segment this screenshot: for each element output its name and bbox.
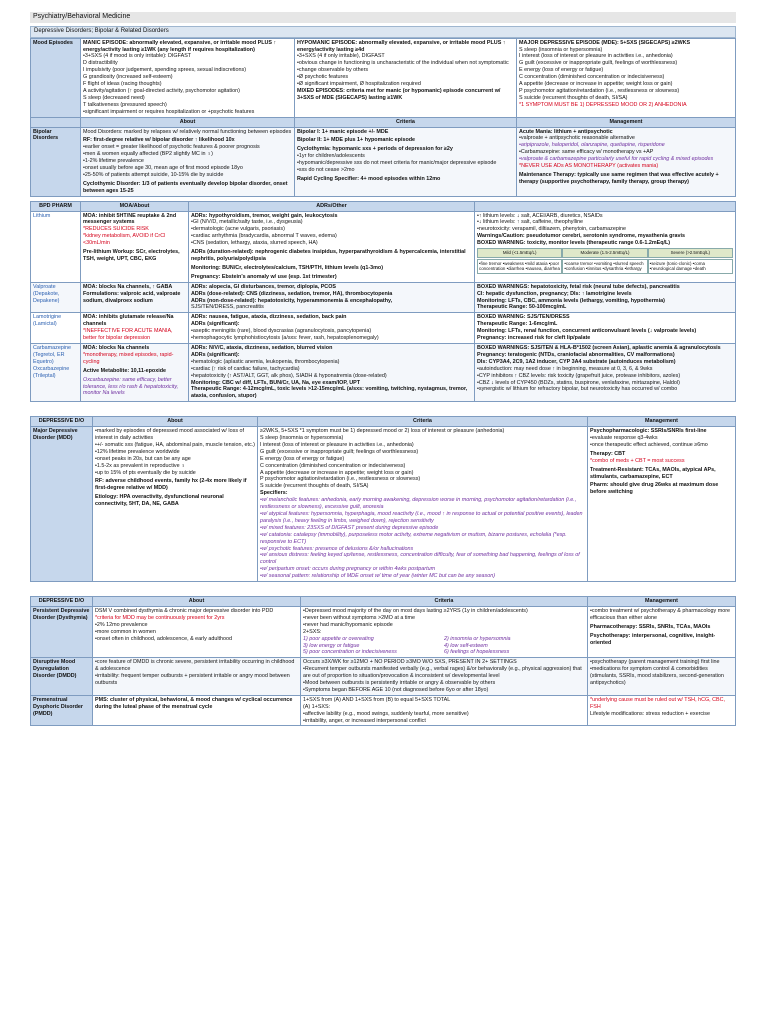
text-line: •earlier onset = greater likelihood of psychotic features & poorer prognosis bbox=[83, 144, 260, 151]
page-title: Psychiatry/Behavioral Medicine bbox=[30, 12, 736, 23]
other-header-disorder: DEPRESSIVE D/O bbox=[31, 597, 93, 607]
bipolar-criteria-cell bbox=[295, 127, 517, 196]
text-line: G guilt (excessive or inappropriate guilt; feelings of worthlessness) bbox=[260, 448, 419, 455]
pharm-row-lamotrigine bbox=[31, 313, 736, 344]
other-cell bbox=[475, 313, 736, 344]
text-line: Monitoring: CBC w/ diff, LFTs, BUN/Cr, UA, Na, eye exam/IOP, UPT bbox=[191, 379, 361, 386]
text-line: Bipolar II: 1+ MDE plus 1+ hypomanic episode bbox=[297, 137, 416, 144]
text-line: E energy (loss of energy or fatigue) bbox=[519, 67, 604, 74]
tox-sx-severe: •seizure (tonic-clonic) •coma •neurological damage •death bbox=[648, 259, 733, 274]
text-line: Cyclothymic Disorder: 1/3 of patients eventually develop bipolar disorder, onset between ages 15-25 bbox=[83, 180, 288, 194]
text-line: Lifestyle modifications: stress reduction + exercise bbox=[590, 710, 710, 717]
text-line: *INEFFECTIVE FOR ACUTE MANIA, better for bipolar depression bbox=[83, 328, 173, 342]
text-line: Pre-lithium Workup: SCr, electrolytes, TSH, weight, UPT, CBC, EKG bbox=[83, 249, 180, 262]
text-line: •synergistic w/ lithium for refractory bipolar, but neurotoxicity has occurred w/ combo bbox=[477, 386, 678, 393]
text-line: •w/ anxious distress: feeling keyed up/tense, restlessness, concentration difficulty, fear of something bad happening, feelings of loss of control bbox=[260, 552, 580, 566]
text-line: •Symptoms began BEFORE AGE 10 (not diagnosed before 6yo or after 18yo) bbox=[303, 686, 489, 693]
pharm-header-drug: BPD PHARM bbox=[31, 201, 81, 211]
text-line: Pharm: should give drug 26wks at maximum dose before switching bbox=[590, 482, 719, 496]
text-line: •autoinduction: may need dose ↑ in beginning, measure at 0, 3, 6, & 9wks bbox=[477, 365, 653, 372]
text-line: Therapeutic Range: 1-6mcg/mL bbox=[477, 321, 558, 328]
text-line: •onset often in childhood, adolescence, & early adulthood bbox=[95, 635, 233, 642]
moa-cell bbox=[81, 282, 189, 313]
adrs-cell bbox=[189, 282, 475, 313]
text-line: •CBZ ↓ levels of CYP450 (BDZs, statins, buspirone, venlafaxine, mirtazapine, Haldol) bbox=[477, 379, 680, 386]
text-line: MOA: blocks Na channels, ↑ GABA bbox=[83, 283, 173, 290]
text-line: Active Metabolite: 10,11-epoxide bbox=[83, 367, 166, 374]
row-label-mood: Mood Episodes bbox=[31, 38, 81, 117]
text-line: MOA: inhibits glutamate release/Na channels bbox=[83, 314, 174, 328]
text-line: Cyclothymia: hypomanic sxs + periods of depression for ≥2y bbox=[297, 146, 453, 153]
text-line: •valproate + antipsychotic reasonable alternative bbox=[519, 135, 635, 142]
text-line: Psychotherapy: interpersonal, cognitive, insight-oriented bbox=[590, 632, 716, 646]
text-line: MIXED EPISODES: criteria met for manic (or hypomanic) episode concurrent w/ 3+SXS of MDE (SIGECAPS) lasting ≥1WK bbox=[297, 87, 501, 101]
pdd-management-cell bbox=[588, 606, 736, 657]
drug-name bbox=[31, 313, 81, 344]
mdd-criteria-cell bbox=[258, 427, 588, 582]
row-pmdd bbox=[31, 695, 736, 726]
text-line: •1-2% lifetime prevalence bbox=[83, 158, 144, 165]
text-line: •Carbamazepine: same efficacy w/ monotherapy vs +AP bbox=[519, 149, 654, 156]
text-line: 6) feelings of hopelessness bbox=[444, 649, 510, 656]
text-line: •CNS (sedation, lethargy, ataxia, slurred speech, HA) bbox=[191, 240, 318, 247]
text-line: ADRs (significant): bbox=[191, 351, 240, 358]
text-line: Oxcarbazepine bbox=[33, 365, 70, 372]
text-line: Pregnancy: Ebstein's anomaly w/ use (esp. 1st trimester) bbox=[191, 273, 337, 280]
text-line: *1 SYMPTOM MUST BE 1) DEPRESSED MOOD OR 2) ANHEDONIA bbox=[519, 101, 687, 108]
tox-level-moderate: Moderate (1.5-2.5mEq/L) bbox=[562, 248, 647, 258]
text-line: •hemophagocytic lymphohistiocytosis (a/sxs: fever, rash, hepatosplenomegaly) bbox=[191, 335, 379, 342]
mood-episodes-table bbox=[30, 38, 736, 197]
other-cell bbox=[475, 343, 736, 401]
text-line: HYPOMANIC EPISODE: abnormally elevated, expansive, or irritable mood PLUS ↑ energy/activity lasting ≥4d bbox=[297, 39, 506, 53]
text-line: *criteria for MDD may be continuously present for 2yrs bbox=[95, 614, 225, 621]
text-line: Psychopharmacologic: SSRIs/SNRIs first-line bbox=[590, 428, 707, 435]
pharm-row-lithium bbox=[31, 211, 736, 282]
mde-cell bbox=[517, 38, 736, 117]
text-line: •medications for symptom control & comorbidities (stimulants, SSRIs, mood stabilizers, second-generation antipsychotics) bbox=[590, 666, 724, 687]
text-line: BOXED WARNINGS: SJS/TEN & HLA-B*1502 (screen Asian), aplastic anemia & agranulocytosis bbox=[477, 344, 721, 351]
text-line: •↓ lithium levels: ↑ salt, caffeine, theophylline bbox=[477, 219, 584, 226]
text-line: •obvious change in functioning is uncharacteristic of the individual when not symptomatic bbox=[297, 60, 509, 67]
text-line: S suicide (recurrent thoughts of death, SI/SA) bbox=[260, 483, 369, 490]
text-line: •men & women equally affected (BP2 slightly MC in ♀) bbox=[83, 151, 213, 158]
text-line: •irritability, anger, or increased interpersonal conflict bbox=[303, 717, 426, 724]
pdd-about-cell bbox=[93, 606, 301, 657]
text-line: P psychomotor agitation/retardation (i.e., restlessness or slowness) bbox=[519, 87, 680, 94]
text-line: ADRs: nausea, fatigue, ataxia, dizziness, sedation, back pain bbox=[191, 314, 347, 321]
text-line: Pregnancy: teratogenic (NTDs, craniofacial abnormalities, CV malformations) bbox=[477, 351, 675, 358]
text-line: SJS/TEN/DRESS, pancreatitis bbox=[191, 304, 264, 311]
text-line: BOXED WARNING: toxicity, monitor levels (therapeutic range 0.6-1.2mEq/L) bbox=[477, 240, 671, 247]
adrs-cell bbox=[189, 343, 475, 401]
study-sheet bbox=[30, 12, 736, 726]
text-line: •w/ psychotic features: presence of delusions &/or hallucinations bbox=[260, 545, 414, 552]
bipolar-about-cell bbox=[81, 127, 295, 196]
text-line: Rapid Cycling Specifier: 4+ mood episodes within 12mo bbox=[297, 175, 441, 182]
drug-name bbox=[31, 343, 81, 401]
moa-cell bbox=[81, 211, 189, 282]
section-subtitle: Depressive Disorders; Bipolar & Related Disorders bbox=[30, 26, 736, 38]
text-line: CI: hepatic dysfunction, pregnancy; DIs: ↑ lamotrigine levels bbox=[477, 290, 632, 297]
manic-episode-cell bbox=[81, 38, 295, 117]
text-line: S sleep (insomnia or hypersomnia) bbox=[260, 435, 344, 442]
text-line: Maintenance Therapy: typically use same regimen that was effective acutely + therapy (supportive psychotherapy, family therapy, group therapy) bbox=[519, 171, 719, 185]
text-line: •once therapeutic effect achieved, continue ≥6mo bbox=[590, 441, 708, 448]
text-line: 2+SXS: bbox=[303, 628, 322, 635]
text-line: •marked by episodes of depressed mood associated w/ loss of interest in daily activities bbox=[95, 428, 245, 442]
text-line: •never been without symptoms >2MO at a time bbox=[303, 614, 415, 621]
text-line: •Ø psychotic features bbox=[297, 74, 349, 81]
text-line: RF: first-degree relative w/ bipolar disorder ↑ likelihood 10x bbox=[83, 137, 235, 144]
text-line: •core feature of DMDD is chronic severe, persistent irritability occurring in childhood & adolescence bbox=[95, 659, 295, 673]
text-line: *kidney metabolism, AVOID if CrCl <30mL/min bbox=[83, 233, 166, 247]
text-line: •neurotoxicity: verapamil, diltiazem, phenytoin, carbamazepine bbox=[477, 226, 627, 233]
text-line: MOA: blocks Na channels bbox=[83, 344, 150, 351]
row-dmdd bbox=[31, 658, 736, 696]
text-line: •25-50% of patients attempt suicide, 10-15% die by suicide bbox=[83, 171, 224, 178]
mdd-management-cell bbox=[588, 427, 736, 582]
text-line: Monitoring: LFTs, CBC, ammonia levels (lethargy, vomiting, hypothermia) bbox=[477, 297, 665, 304]
text-line: T talkativeness (pressured speech) bbox=[83, 101, 167, 108]
text-line: Therapy: CBT bbox=[590, 450, 626, 457]
mdd-header-about: About bbox=[93, 417, 258, 427]
text-line: •GI (N/V/D, metallic/salty taste, i.e., dysgeusia) bbox=[191, 219, 303, 226]
text-line: ADRs (significant): bbox=[191, 321, 240, 328]
text-line: ADRs: alopecia, GI disturbances, tremor, diplopia, PCOS bbox=[191, 283, 336, 290]
text-line: PMS: cluster of physical, behavioral, & mood changes w/ cyclical occurrence during the luteal phase of the menstrual cycle bbox=[95, 696, 293, 710]
pdd-symptom-grid bbox=[303, 636, 585, 657]
other-cell bbox=[475, 211, 736, 282]
row-label-bipolar: Bipolar Disorders bbox=[31, 127, 81, 196]
text-line: 1) poor appetite or overeating bbox=[303, 635, 374, 642]
text-line: DSM V combined dysthymia & chronic major depressive disorder into PDD bbox=[95, 607, 274, 614]
text-line: •up to 15% of pts eventually die by suicide bbox=[95, 469, 196, 476]
text-line: Treatment-Resistant: TCAs, MAOIs, atypical APs, stimulants, carbamazepine, ECT bbox=[590, 466, 716, 480]
text-line: *REDUCES SUICIDE RISK bbox=[83, 226, 149, 233]
pmdd-criteria-cell bbox=[301, 695, 588, 726]
text-line: Carbamazepine bbox=[33, 344, 72, 351]
text-line: BOXED WARNINGS: hepatotoxicity, fetal risk (neural tube defects), pancreatitis bbox=[477, 283, 680, 290]
text-line: C concentration (diminished concentration or indecisiveness) bbox=[519, 74, 665, 81]
text-line: •dermatologic (acne vulgaris, psoriasis) bbox=[191, 226, 285, 233]
moa-cell bbox=[81, 343, 189, 401]
text-line: •3+SXS (4 if mood is only irritable): DIGFAST bbox=[83, 53, 192, 60]
text-line: *NEVER USE ADs AS MONOTHERAPY (activates mania) bbox=[519, 163, 659, 170]
pharm-header-other bbox=[475, 201, 736, 211]
text-line: Occurs ≥3X/WK for ≥12MO + NO PERIOD ≥3MO W/O SXS, PRESENT IN 2+ SETTINGS bbox=[303, 659, 517, 666]
drug-name bbox=[31, 282, 81, 313]
text-line: •aripiprazole, haloperidol, olanzapine, quetiapine, risperidone bbox=[519, 142, 665, 149]
text-line: A appetite (decrease or increase in appetite; weight loss or gain) bbox=[519, 81, 673, 88]
text-line: Specifiers: bbox=[260, 490, 288, 497]
moa-cell bbox=[81, 313, 189, 344]
text-line: MANIC EPISODE: abnormally elevated, expansive, or irritable mood PLUS ↑ energy/activity lasting ≥1WK (any length if requires hospitalization) bbox=[83, 39, 277, 53]
tox-level-mild: Mild (<1.5mEq/L) bbox=[477, 248, 562, 258]
text-line: Monitoring: LFTs, renal function, concurrent anticonvulsant levels (↓ valproate levels) bbox=[477, 328, 697, 335]
text-line: S sleep (decreased need) bbox=[83, 94, 145, 101]
text-line: •evaluate response q3-4wks bbox=[590, 435, 658, 442]
text-line: •w/ mixed features: 23SXS of DIGFAST present during depressive episode bbox=[260, 524, 439, 531]
bpd-pharm-table bbox=[30, 201, 736, 403]
dmdd-criteria-cell bbox=[301, 658, 588, 696]
text-line: (Trileptal) bbox=[33, 372, 56, 379]
pmdd-about-cell bbox=[93, 695, 301, 726]
text-line: 1+SXS from (A) AND 1+SXS from (B) to equal 5+SXS TOTAL bbox=[303, 696, 451, 703]
tox-sx-mild: •fine tremor •weakness •mild ataxia •poor concentration •diarrhea •nausea, diarrhea bbox=[477, 259, 562, 274]
other-depressive-table bbox=[30, 596, 736, 726]
text-line: •significant impairment or requires hospitalization or +psychotic features bbox=[83, 108, 255, 115]
text-line: Warnings/Caution: pseudotumor cerebri, serotonin syndrome, myasthenia gravis bbox=[477, 233, 685, 240]
bipolar-management-cell bbox=[517, 127, 736, 196]
mdd-header-management: Management bbox=[588, 417, 736, 427]
text-line: •never had manic/hypomanic episode bbox=[303, 621, 393, 628]
row-pdd bbox=[31, 606, 736, 657]
text-line: ADRs (duration-related): nephrogenic diabetes insipidus, hyperparathyroidism & hypercalcemia, interstitial nephritis, polyuria/polydipsia bbox=[191, 249, 466, 262]
text-line: D distractibility bbox=[83, 60, 118, 67]
text-line: Acute Mania: lithium + antipsychotic bbox=[519, 128, 613, 135]
text-line: •change observable by others bbox=[297, 67, 369, 74]
text-line: RF: adverse childhood events, family hx (2-4x more likely if first-degree relative w/ MDD) bbox=[95, 478, 247, 492]
text-line: 2) insomnia or hypersomnia bbox=[444, 635, 511, 642]
text-line: •combo treatment w/ psychotherapy & pharmacology more efficacious than either alone bbox=[590, 607, 731, 621]
text-line: *underlying cause must be ruled out w/ TSH, hCG, CBC, FSH bbox=[590, 696, 726, 710]
text-line: •2% 12mo prevalence bbox=[95, 621, 148, 628]
text-line: •cardiac arrhythmia (bradycardia, abnormal T waves, edema) bbox=[191, 233, 337, 240]
text-line: •onset peaks in 20s, but can be any age bbox=[95, 455, 191, 462]
pharm-row-valproate bbox=[31, 282, 736, 313]
text-line: (A) 1+SXS: bbox=[303, 703, 331, 710]
mdd-header-disorder: DEPRESSIVE D/O bbox=[31, 417, 93, 427]
text-line: A activity/agitation (↑ goal-directed activity, psychomotor agitation) bbox=[83, 87, 240, 94]
text-line: 3) low energy or fatigue bbox=[303, 642, 360, 649]
text-line: Formulations: valproic acid, valproate sodium, divalproex sodium bbox=[83, 290, 181, 304]
text-line: •hematologic (aplastic anemia, leukopenia, thrombocytopenia) bbox=[191, 358, 340, 365]
text-line: ADRs (dose-related): CNS (dizziness, sedation, tremor, HA), thrombocytopenia bbox=[191, 290, 393, 297]
adrs-cell bbox=[189, 211, 475, 282]
dmdd-management-cell bbox=[588, 658, 736, 696]
row-label-mdd: Major Depressive Disorder (MDD) bbox=[31, 427, 93, 582]
text-line: •sxs do not cease >2mo bbox=[297, 167, 355, 174]
text-line: •cardiac (↑ risk of cardiac failure, tachycardia) bbox=[191, 365, 300, 372]
text-line: •CYP inhibitors ↑ CBZ levels: risk toxicity (grapefruit juice, protease inhibitors, azoles) bbox=[477, 372, 681, 379]
text-line: A appetite (decrease or increase in appetite; weight loss or gain) bbox=[260, 469, 414, 476]
text-line: •Mood between outbursts is persistently irritable or angry & observable by others bbox=[303, 680, 496, 687]
mdd-table bbox=[30, 416, 736, 582]
text-line: E energy (loss of energy or fatigue) bbox=[260, 455, 345, 462]
text-line: •affective lability (e.g., mood swings, suddenly tearful, more sensitive) bbox=[303, 710, 469, 717]
text-line: (Tegretol, ER Equetro) bbox=[33, 351, 65, 365]
text-line: BOXED WARNING: SJS/TEN/DRESS bbox=[477, 314, 570, 321]
text-line: Oxcarbazepine: same efficacy, better tolerance, less r/o rash & hepatotoxicity, monitor Na levels bbox=[83, 376, 179, 397]
text-line: MOA: inhibit 5HT/NE reuptake & 2nd messenger systems bbox=[83, 212, 177, 226]
text-line: •psychotherapy (parent management training) first line bbox=[590, 659, 720, 666]
pmdd-management-cell bbox=[588, 695, 736, 726]
text-line: Pharmacotherapy: SSRIs, SNRIs, TCAs, MAOIs bbox=[590, 623, 711, 630]
row-label-pmdd: Premenstrual Dysphoric Disorder (PMDD) bbox=[31, 695, 93, 726]
text-line: I impulsivity (poor judgement, spending sprees, sexual indiscretions) bbox=[83, 67, 246, 74]
text-line: •Ø significant impairment, Ø hospitalization required bbox=[297, 81, 421, 88]
text-line: •aseptic meningitis (rare), blood dyscrasias (agranulocytosis, pancytopenia) bbox=[191, 328, 372, 335]
text-line: Etiology: HPA overactivity, dysfunctional neuronal connectivity, 5HT, DA, NE, GABA bbox=[95, 494, 224, 508]
text-line: Monitoring: BUN/Cr, electrolytes/calcium, TSH/PTH, lithium levels (q1-3mo) bbox=[191, 264, 383, 271]
pharm-row-carbamazepine bbox=[31, 343, 736, 401]
text-line: •valproate & carbamazepine particularly useful for rapid cycling & mixed episodes bbox=[519, 156, 714, 163]
text-line: •onset usually before age 30, mean age of first mood episode 18yo bbox=[83, 165, 243, 172]
header-blank bbox=[31, 117, 81, 127]
text-line: •w/ melancholic features: anhedonia, early morning awakening, depression worse in morning, psychomotor agitation/retardation (i.e., restlessness or slowness), excessive guilt, anorexia bbox=[260, 497, 577, 511]
pharm-header-moa: MOA/About bbox=[81, 201, 189, 211]
dmdd-about-cell bbox=[93, 658, 301, 696]
text-line: •Depressed mood majority of the day on most days lasting ≥2YRS (1y in children/adolescents) bbox=[303, 607, 528, 614]
text-line: •1yr for children/adolescents bbox=[297, 153, 365, 160]
text-line: •3+SXS (4 if only irritable), DIGFAST bbox=[297, 53, 385, 60]
hypomanic-episode-cell bbox=[295, 38, 517, 117]
text-line: G grandiosity (increased self-esteem) bbox=[83, 74, 173, 81]
other-header-management: Management bbox=[588, 597, 736, 607]
text-line: •w/ atypical features: hypersomnia, hyperphagia, mood reactivity (i.e., mood ↑ in response to actual or potential positive events), leaden paralysis (i.e., heavy feeling in limbs, weighed down), rejection sensitivity bbox=[260, 511, 583, 524]
text-line: *monotherapy, mixed episodes, rapid-cycling bbox=[83, 351, 174, 365]
text-line: ≥2WKS, 5+SXS *1 symptom must be 1) depressed mood or 2) loss of interest or pleasure (anhedonia) bbox=[260, 428, 505, 435]
text-line: •12% lifetime prevalence worldwide bbox=[95, 448, 180, 455]
mdd-about-cell bbox=[93, 427, 258, 582]
text-line: •+/- somatic sxs (fatigue, HA, abdominal pain, muscle tension, etc.) bbox=[95, 441, 255, 448]
text-line: •Recurrent temper outbursts manifested verbally (e.g., verbal rages) &/or behaviorally (e.g., physical aggression) that are out of proportion to situation/provocation & inconsistent w/ developmental level bbox=[303, 666, 582, 680]
text-line: I interest (loss of interest or pleasure in activities i.e., anhedonia) bbox=[519, 53, 673, 60]
text-line: S sleep (insomnia or hypersomnia) bbox=[519, 46, 603, 53]
text-line: •w/ catatonia: catalepsy (immobility), purposeless motor activity, extreme negativism or mutism, bizarre postures, echolalia (*esp. responsive to ECT) bbox=[260, 531, 567, 545]
pdd-criteria-cell bbox=[301, 606, 588, 657]
text-line: Therapeutic Range: 50-100mcg/mL bbox=[477, 304, 567, 311]
text-line: Mood Disorders: marked by relapses w/ relatively normal functioning between episodes bbox=[83, 128, 292, 135]
text-line: DIs: CYP3A4, 2C9, 1A2 inducer, CYP 3A4 substrate (autoinduces metabolism) bbox=[477, 358, 676, 365]
text-line: (Depakote, Depakene) bbox=[33, 290, 60, 304]
text-line: Lamotrigine bbox=[33, 314, 62, 321]
text-line: 4) low self-esteem bbox=[444, 642, 488, 649]
tox-sx-moderate: •coarse tremor •vomiting •slurred speech •confusion •tinnitus •dysarthria •lethargy bbox=[562, 259, 647, 274]
text-line: •1.5-2x as prevalent in reproductive ♀ bbox=[95, 462, 186, 469]
text-line: •hepatotoxicity (↑ AST/ALT, GGT, alk phos), SIADH & hyponatremia (dose-related) bbox=[191, 372, 387, 379]
text-line: ADRs (non-dose-related): hepatotoxicity, hyperammonemia & encephalopathy, bbox=[191, 297, 393, 304]
header-criteria: Criteria bbox=[295, 117, 517, 127]
text-line: ADRs: N/V/C, ataxia, dizziness, sedation, blurred vision bbox=[191, 344, 333, 351]
text-line: G guilt (excessive or inappropriate guilt, feelings of worthlessness) bbox=[519, 60, 678, 67]
text-line: F flight of ideas (racing thoughts) bbox=[83, 81, 162, 88]
other-header-about: About bbox=[93, 597, 301, 607]
other-cell bbox=[475, 282, 736, 313]
text-line: Pregnancy: increased risk for cleft lip/palate bbox=[477, 335, 591, 342]
text-line: MAJOR DEPRESSIVE EPISODE (MDE): 5+SXS (SIGECAPS) ≥2WKS bbox=[519, 39, 691, 46]
text-line: S suicide (recurrent thoughts of death, SI/SA) bbox=[519, 94, 628, 101]
text-line: •hypomanic/depressive sxs do not meet criteria for manic/major depressive episode bbox=[297, 160, 497, 167]
row-label-pdd: Persistent Depressive Disorder (Dysthymia) bbox=[31, 606, 93, 657]
text-line: Bipolar I: 1+ manic episode +/- MDE bbox=[297, 128, 389, 135]
other-header-criteria: Criteria bbox=[301, 597, 588, 607]
drug-name bbox=[31, 211, 81, 282]
text-line: •w/ seasonal pattern: relationship of MDE onset w/ time of year (winter MC but can be any season) bbox=[260, 573, 495, 580]
text-line: (Lamictal) bbox=[33, 321, 57, 328]
text-line: *combo of meds + CBT = most success bbox=[590, 457, 685, 464]
text-line: Therapeutic Range: 4-12mcg/mL, toxic levels >12-15mcg/mL (a/sxs: vomiting, twitching, nystagmus, tremor, ataxia, confusion, stupor) bbox=[191, 386, 468, 400]
text-line: ADRs: hypothyroidism, tremor, weight gain, leukocytosis bbox=[191, 212, 338, 219]
text-line: •irritability: frequent temper outbursts + persistent irritable or angry mood between outbursts bbox=[95, 673, 290, 687]
text-line: 5) poor concentration or indecisiveness bbox=[303, 649, 397, 656]
text-line: Valproate bbox=[33, 283, 56, 290]
header-about: About bbox=[81, 117, 295, 127]
text-line: Lithium bbox=[33, 212, 51, 219]
text-line: P psychomotor agitation/retardation (i.e., restlessness or slowness) bbox=[260, 476, 421, 483]
row-label-dmdd: Disruptive Mood Dysregulation Disorder (DMDD) bbox=[31, 658, 93, 696]
text-line: •more common in women bbox=[95, 628, 156, 635]
text-line: •w/ peripartum onset: occurs during pregnancy or within 4wks postpartum bbox=[260, 566, 436, 573]
lithium-toxicity-table bbox=[477, 248, 733, 258]
tox-level-severe: Severe (>2.5mEq/L) bbox=[648, 248, 733, 258]
pharm-header-adrs: ADRs/Other bbox=[189, 201, 475, 211]
lithium-toxicity-symptoms bbox=[477, 259, 733, 274]
mdd-header-criteria: Criteria bbox=[258, 417, 588, 427]
header-management: Management bbox=[517, 117, 736, 127]
text-line: C concentration (diminished concentration or indecisiveness) bbox=[260, 462, 406, 469]
adrs-cell bbox=[189, 313, 475, 344]
text-line: •↑ lithium levels: ↓ salt, ACEI/ARB, diuretics, NSAIDs bbox=[477, 212, 603, 219]
text-line: I interest (loss of interest or pleasure in activities i.e., anhedonia) bbox=[260, 441, 414, 448]
